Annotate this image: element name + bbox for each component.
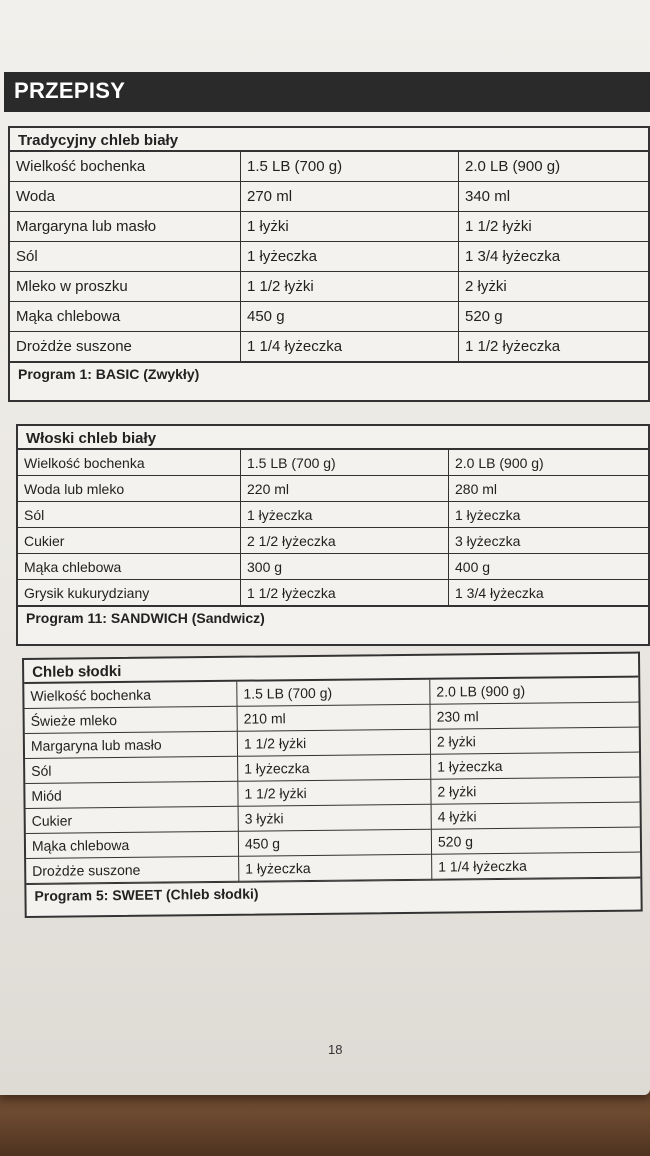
ingredient-name-cell: Wielkość bochenka [10,152,241,182]
page-number: 18 [328,1042,343,1057]
amount-large-loaf-cell: 2 łyżki [430,727,639,754]
amount-large-loaf-cell: 230 ml [430,702,639,729]
amount-small-loaf-cell: 450 g [238,829,431,856]
table-row [10,332,648,362]
ingredient-name-cell: Margaryna lub masło [10,212,241,242]
amount-large-loaf-cell: 520 g [431,827,640,854]
amount-large-loaf-cell: 2.0 LB (900 g) [459,152,649,182]
ingredient-name-cell: Drożdże suszone [10,332,241,362]
amount-large-loaf-cell: 1 1/4 łyżeczka [432,852,641,879]
program-label: Program 1: BASIC (Zwykły) [10,362,648,385]
ingredient-name-cell: Margaryna lub masło [25,731,238,758]
amount-small-loaf-cell: 210 ml [237,704,430,731]
amount-large-loaf-cell: 280 ml [449,476,649,502]
amount-large-loaf-cell: 520 g [459,302,649,332]
recipe-title: Chleb słodki [24,654,638,684]
ingredients-table [10,152,648,362]
ingredient-name-cell: Woda lub mleko [18,476,241,502]
amount-small-loaf-cell: 1 łyżki [241,212,459,242]
table-row [18,502,648,528]
ingredient-name-cell: Cukier [18,528,241,554]
recipe-table-traditional-white-bread [8,126,650,402]
table-row [10,212,648,242]
table-row [18,450,648,476]
amount-large-loaf-cell: 4 łyżki [431,802,640,829]
ingredient-name-cell: Świeże mleko [25,706,238,733]
amount-large-loaf-cell: 1 1/2 łyżeczka [459,332,649,362]
section-title: PRZEPISY [14,78,126,103]
table-row [18,554,648,580]
amount-small-loaf-cell: 1 1/2 łyżeczka [241,580,449,606]
table-row [18,476,648,502]
amount-small-loaf-cell: 1 1/2 łyżki [241,272,459,302]
amount-small-loaf-cell: 1 1/4 łyżeczka [241,332,459,362]
ingredient-name-cell: Drożdże suszone [26,856,239,883]
amount-large-loaf-cell: 1 łyżeczka [431,752,640,779]
amount-small-loaf-cell: 270 ml [241,182,459,212]
program-label: Program 11: SANDWICH (Sandwicz) [18,606,648,629]
ingredient-name-cell: Mąka chlebowa [26,831,239,858]
ingredient-name-cell: Wielkość bochenka [24,682,237,709]
amount-small-loaf-cell: 1 łyżeczka [241,242,459,272]
amount-small-loaf-cell: 1.5 LB (700 g) [237,680,430,707]
amount-small-loaf-cell: 1 łyżeczka [241,502,449,528]
table-row [18,580,648,606]
ingredient-name-cell: Mąka chlebowa [18,554,241,580]
table-row [10,182,648,212]
amount-large-loaf-cell: 1 3/4 łyżeczka [459,242,649,272]
ingredient-name-cell: Grysik kukurydziany [18,580,241,606]
ingredients-table [18,450,648,606]
amount-small-loaf-cell: 2 1/2 łyżeczka [241,528,449,554]
ingredient-name-cell: Miód [25,781,238,808]
section-header [4,72,650,112]
amount-small-loaf-cell: 1 1/2 łyżki [237,729,430,756]
ingredient-name-cell: Mąka chlebowa [10,302,241,332]
table-row [10,272,648,302]
amount-small-loaf-cell: 1 łyżeczka [238,754,431,781]
amount-small-loaf-cell: 1 łyżeczka [239,854,432,881]
table-row [10,302,648,332]
amount-small-loaf-cell: 1.5 LB (700 g) [241,152,459,182]
program-label: Program 5: SWEET (Chleb słodki) [26,878,640,907]
recipe-table-sweet-bread [22,652,643,918]
amount-large-loaf-cell: 340 ml [459,182,649,212]
recipe-table-italian-white-bread [16,424,650,646]
amount-small-loaf-cell: 3 łyżki [238,804,431,831]
amount-large-loaf-cell: 2.0 LB (900 g) [449,450,649,476]
amount-large-loaf-cell: 2.0 LB (900 g) [430,678,639,705]
ingredient-name-cell: Cukier [26,806,239,833]
ingredient-name-cell: Mleko w proszku [10,272,241,302]
ingredient-name-cell: Sól [10,242,241,272]
ingredient-name-cell: Woda [10,182,241,212]
ingredient-name-cell: Wielkość bochenka [18,450,241,476]
amount-small-loaf-cell: 450 g [241,302,459,332]
amount-small-loaf-cell: 300 g [241,554,449,580]
table-row [10,242,648,272]
amount-large-loaf-cell: 1 łyżeczka [449,502,649,528]
amount-large-loaf-cell: 1 1/2 łyżki [459,212,649,242]
amount-small-loaf-cell: 1.5 LB (700 g) [241,450,449,476]
ingredients-table [24,678,640,884]
amount-large-loaf-cell: 2 łyżki [459,272,649,302]
amount-large-loaf-cell: 400 g [449,554,649,580]
amount-large-loaf-cell: 3 łyżeczka [449,528,649,554]
ingredient-name-cell: Sól [18,502,241,528]
table-row [18,528,648,554]
amount-large-loaf-cell: 2 łyżki [431,777,640,804]
amount-small-loaf-cell: 1 1/2 łyżki [238,779,431,806]
ingredient-name-cell: Sól [25,756,238,783]
recipe-title: Włoski chleb biały [18,426,648,450]
amount-small-loaf-cell: 220 ml [241,476,449,502]
amount-large-loaf-cell: 1 3/4 łyżeczka [449,580,649,606]
recipe-title: Tradycyjny chleb biały [10,128,648,152]
table-row [10,152,648,182]
